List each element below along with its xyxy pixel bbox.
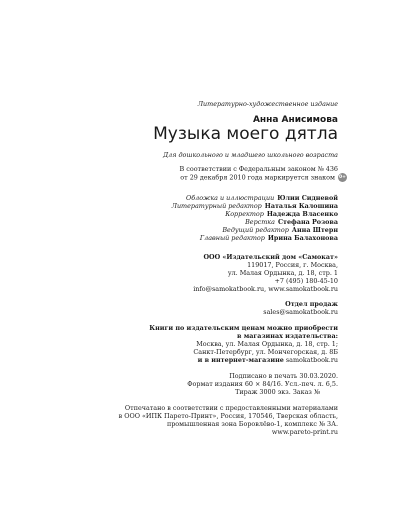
author-name: Анна Анисимова bbox=[252, 115, 338, 125]
law-notice-line1: В соответствии с Федеральным законом № 436 bbox=[179, 165, 338, 173]
stores-line5 bbox=[198, 356, 338, 364]
publisher-contacts: info@samokatbook.ru, www.samokatbook.ru bbox=[193, 285, 338, 293]
print-format: Формат издания 60 × 84/16. Усл.-печ. л. 6,5. bbox=[187, 380, 338, 388]
credit-name: Ирина Балахонова bbox=[267, 234, 338, 242]
print-signed: Подписано в печать 30.03.2020. bbox=[229, 372, 338, 380]
printer-line3: промышленная зона Боровлёво-1, комплекс № 3А. bbox=[166, 420, 338, 428]
credit-role: Главный редактор bbox=[199, 234, 265, 242]
stores-line2: в магазинах издательства: bbox=[237, 332, 338, 340]
printer-website: www.pareto-print.ru bbox=[271, 428, 338, 436]
age-rating-icon: 0+ bbox=[339, 175, 346, 180]
law-notice-text: от 29 декабря 2010 года маркируется знаком bbox=[180, 173, 335, 182]
stores-line4: Санкт-Петербург, ул. Мончегорская, д. 8Б bbox=[193, 348, 338, 356]
credit-row bbox=[186, 194, 338, 202]
genre-label: Литературно-художественное издание bbox=[197, 100, 338, 108]
credit-role: Корректор bbox=[225, 210, 264, 218]
stores-line1: Книги по издательским ценам можно приобрести bbox=[149, 324, 338, 332]
credit-name: Анна Штерн bbox=[291, 226, 338, 234]
credit-row bbox=[172, 202, 338, 210]
law-notice-line2 bbox=[180, 173, 347, 182]
credit-role: Ведущий редактор bbox=[222, 226, 289, 234]
credit-row bbox=[225, 210, 338, 218]
book-title: Музыка моего дятла bbox=[153, 124, 338, 144]
print-run: Тираж 3000 экз. Заказ № bbox=[235, 388, 320, 396]
audience-label: Для дошкольного и младшего школьного возраста bbox=[162, 151, 338, 159]
printer-line2: в ООО «ИПК Парето-Принт», Россия, 170546, Тверская область, bbox=[118, 412, 338, 420]
credit-name: Наталья Калошина bbox=[264, 202, 338, 210]
credit-role: Обложка и иллюстрации bbox=[186, 194, 275, 202]
credit-row bbox=[245, 218, 338, 226]
sales-heading: Отдел продаж bbox=[285, 300, 338, 308]
publisher-name: ООО «Издательский дом «Самокат» bbox=[203, 253, 338, 261]
credit-row bbox=[222, 226, 338, 234]
publisher-address-line1: 119017, Россия, г. Москва, bbox=[247, 261, 338, 269]
credit-role: Литературный редактор bbox=[171, 202, 262, 210]
credit-name: Стефана Розова bbox=[277, 218, 338, 226]
stores-line3: Москва, ул. Малая Ордынка, д. 18, стр. 1; bbox=[196, 340, 338, 348]
credit-name: Надежда Власенко bbox=[266, 210, 338, 218]
publisher-address-line2: ул. Малая Ордынка, д. 18, стр. 1 bbox=[227, 269, 338, 277]
stores-online-site: samokatbook.ru bbox=[285, 356, 338, 364]
credit-row bbox=[200, 234, 338, 242]
sales-email: sales@samokatbook.ru bbox=[263, 308, 338, 316]
printer-line1: Отпечатано в соответствии с предоставленными материалами bbox=[124, 404, 338, 412]
credit-name: Юлии Сидневой bbox=[277, 194, 338, 202]
credit-role: Верстка bbox=[245, 218, 275, 226]
publisher-phone: +7 (495) 180-45-10 bbox=[274, 277, 338, 285]
stores-online-label: и в интернет-магазине bbox=[197, 356, 284, 364]
